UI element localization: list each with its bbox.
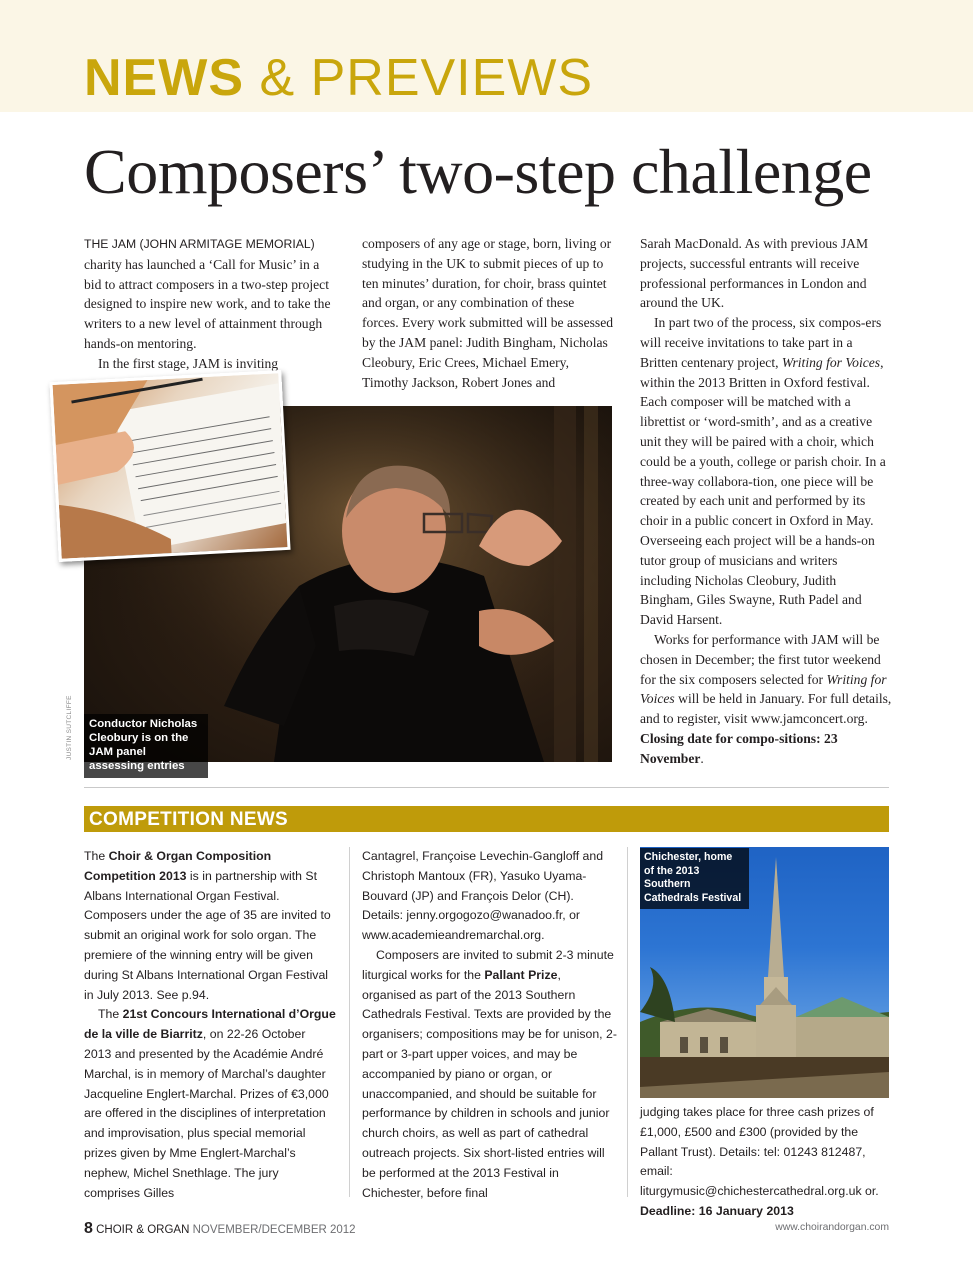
score-photo	[49, 370, 290, 562]
photo-credit: JUSTIN SUTCLIFFE	[66, 695, 73, 760]
competition-paragraph: judging takes place for three cash prizes of £1,000, £500 and £300 (provided by the Pallant Trust). Details: tel: 01243 812487, email: liturgymusic@chichestercathedral.org.uk or. Deadline: 16 January 2013	[640, 1105, 879, 1218]
section-divider	[84, 787, 889, 788]
publication-title: Writing for Voices	[640, 671, 887, 707]
competition-paragraph: Composers are invited to submit 2-3 minute liturgical works for the Pallant Prize, organised as part of the 2013 Southern Cathedrals Festival. Texts are provided by the organisers; compositions may be for unison, 2-part or 3-part upper voices, and may be accompanied by piano or organ, or unaccompanied, and should be suitable for performance by children in schools and junior church choirs, as well as part of cathedral outreach projects. Six short-listed entries will be performed at the 2013 Festival in Chichester, before final	[362, 947, 617, 1200]
article-paragraph: Sarah MacDonald. As with previous JAM projects, successful entrants will receive professional performances in London and around the UK.	[640, 236, 869, 311]
competition-column-2	[362, 847, 618, 1203]
chichester-photo-caption: Chichester, home of the 2013 Southern Cathedrals Festival	[640, 848, 749, 909]
article-paragraph: THE JAM (JOHN ARMITAGE MEMORIAL) charity has launched a ‘Call for Music’ in a bid to attract composers in a two-step project designed to inspire new work, and to take the writers to a new level of attainment through hands-on mentoring.	[84, 237, 331, 351]
issue-date: NOVEMBER/DECEMBER 2012	[192, 1224, 356, 1236]
competition-news-heading: COMPETITION NEWS	[89, 809, 289, 830]
competition-column-3	[640, 1103, 890, 1222]
page-footer	[84, 1220, 356, 1238]
column-divider	[349, 847, 350, 1197]
publication-title: Writing for Voices	[781, 354, 881, 370]
article-paragraph: composers of any age or stage, born, living or studying in the UK to submit pieces of up to ten minutes’ duration, for choir, brass quintet and organ, or any combination of these forces. Every work submitted will be assessed by the JAM panel: Judith Bingham, Nicholas Cleobury, Eric Crees, Michael Emery, Timothy Jackson, Robert Jones and	[362, 236, 614, 390]
competition-paragraph: Cantagrel, Françoise Levechin-Gangloff and Christoph Mantoux (FR), Yasuko Uyama-Bouvard (JP) and François Delor (CH). Details: jenny.orgogozo@wanadoo.fr, or www.academieandremarchal.org.	[362, 849, 604, 943]
competition-name: Choir & Organ Composition Competition 2013	[84, 849, 272, 883]
competition-paragraph: The 21st Concours International d’Orgue de la ville de Biarritz, on 22-26 October 2013 and presented by the Académie André Marchal, is in memory of Marchal’s daughter Jacqueline Englert-Marchal. Prizes of €3,000 are offered in the disciplines of interpretation and improvisation, plus special memorial prizes given by Mme Englert-Marchal’s nephew, Michel Snethlage. The jury comprises Gilles	[84, 1007, 336, 1200]
article-paragraph: In part two of the process, six compos-ers will receive invitations to take part in a Britten centenary project, Writing for Voices, within the 2013 Britten in Oxford festival. Each composer will be matched with a librettist or ‘word-smith’, and as a creative unit they will be paired with a choir, which could be a youth, college or parish choir. In a three-way collabora-tion, one piece will be created by each unit and performed by its choir in a public concert in Oxford in May. Overseeing each project will be a hands-on tutor group of musicians and writers including Nicholas Cleobury, Judith Bingham, Giles Swayne, Ruth Padel and David Harsent.	[640, 315, 886, 628]
article-paragraph: Works for performance with JAM will be chosen in December; the first tutor weekend for the six composers selected for Writing for Voices will be held in January. For full details, and to register, visit www.jamconcert.org. Closing date for compo-sitions: 23 November.	[640, 631, 892, 766]
article-lead-caps: THE JAM (JOHN ARMITAGE MEMORIAL)	[84, 237, 315, 251]
competition-column-1	[84, 847, 336, 1203]
section-title	[84, 50, 593, 106]
conductor-photo-caption: Conductor Nicholas Cleobury is on the JAM panel assessing entries	[84, 714, 208, 778]
score-illustration	[53, 373, 288, 559]
page-number: 8	[84, 1220, 93, 1237]
competition-name: Pallant Prize	[484, 967, 558, 982]
competition-paragraph: The Choir & Organ Composition Competition 2013 is in partnership with St Albans International Organ Festival. Composers under the age of 35 are invited to submit an original work for solo organ. The premiere of the winning entry will be given during St Albans International Organ Festival in July 2013. See p.94.	[84, 849, 331, 1002]
competition-name: 21st Concours International d’Orgue de la ville de Biarritz	[84, 1007, 336, 1042]
competition-news-bar	[84, 806, 889, 832]
column-divider	[627, 847, 628, 1197]
magazine-name: CHOIR & ORGAN	[96, 1224, 190, 1236]
deadline: Deadline: 16 January 2013	[640, 1203, 794, 1218]
footer-url: www.choirandorgan.com	[775, 1222, 889, 1233]
section-title-light: & PREVIEWS	[244, 49, 594, 107]
article-column-3	[640, 234, 892, 769]
section-title-bold: NEWS	[84, 49, 244, 107]
closing-date: Closing date for compo-sitions: 23 November	[640, 730, 838, 766]
article-column-2	[362, 234, 614, 392]
article-column-1	[84, 234, 336, 374]
article-paragraph: In the first stage, JAM is inviting	[98, 355, 279, 371]
article-headline: Composers’ two-step challenge	[84, 136, 872, 207]
